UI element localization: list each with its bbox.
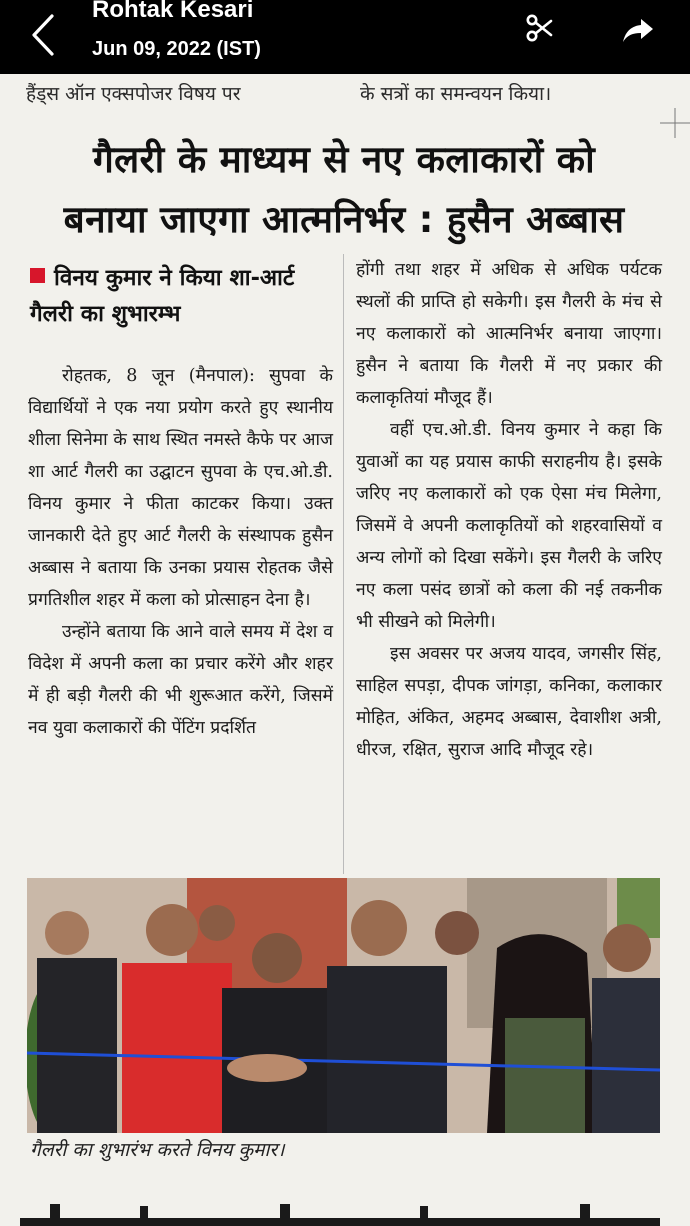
paragraph: रोहतक, 8 जून (मैनपाल): सुपवा के विद्यार्थियों ने एक नया प्रयोग करते हुए स्थानीय शीला सिनेमा के साथ स्थित नमस्ते कैफे पर आज शा आर्ट गैलरी का उद्घाटन सुपवा के एच.ओ.डी. विनय कुमार ने फीता काटकर किया। उक्त जानकारी देते हुए आर्ट गैलरी के संस्थापक हुसैन अब्बास ने बताया कि उनका प्रयास रोहतक जैसे प्रगतिशील शहर में कला को प्रोत्साहन देना है। xyxy=(28,366,333,610)
next-article-fragment xyxy=(0,1194,690,1226)
left-column xyxy=(28,360,333,744)
headline-line-2: बनाया जाएगा आत्मनिर्भर : हुसैन अब्बास xyxy=(63,198,625,241)
chevron-left-icon xyxy=(22,10,62,60)
newspaper-clipping xyxy=(0,74,690,1226)
paragraph: होंगी तथा शहर में अधिक से अधिक पर्यटक स्थलों की प्राप्ति हो सकेगी। इस गैलरी के मंच से नए कलाकारों को आत्मनिर्भर बनाया जाएगा। हुसैन ने बताया कि गैलरी में नए प्रकार की कलाकृतियां मौजूद हैं। xyxy=(356,260,662,408)
subheadline xyxy=(30,260,330,332)
paragraph: वहीं एच.ओ.डी. विनय कुमार ने कहा कि युवाओं का यह प्रयास काफी सराहनीय है। इसके जरिए नए कलाकारों को एक ऐसा मंच मिलेगा, जिसमें वे अपनी कलाकृतियों को शहरवासियों व अन्य लोगों को दिखा सकेंगे। इस गैलरी के जरिए नए कला पसंद छात्रों को कला की नई तकनीक भी सीखने को मिलेगी। xyxy=(356,420,662,632)
paragraph: उन्होंने बताया कि आने वाले समय में देश व विदेश में अपनी कला का प्रचार करेंगे और शहर में ही बड़ी गैलरी की भी शुरूआत करेंगे, जिसमें नव युवा कलाकारों की पेंटिंग प्रदर्शित xyxy=(28,622,333,738)
back-button[interactable] xyxy=(22,10,62,60)
previous-article-fragment-left: हैंड्स ऑन एक्सपोजर विषय पर xyxy=(26,83,241,105)
paragraph: इस अवसर पर अजय यादव, जगसीर सिंह, साहिल सपड़ा, दीपक जांगड़ा, कनिका, कलाकार मोहित, अंकित, अहमद अब्बास, देवाशीश अत्री, धीरज, रक्षित, सुराज आदि मौजूद रहे। xyxy=(356,644,662,760)
cropped-headline-ink xyxy=(20,1204,660,1226)
share-button[interactable] xyxy=(620,14,656,46)
photo-illustration xyxy=(27,878,660,1133)
headline-line-1: गैलरी के माध्यम से नए कलाकारों को xyxy=(93,138,595,181)
clip-button[interactable] xyxy=(524,12,556,44)
red-square-bullet-icon xyxy=(30,268,45,283)
app-header xyxy=(0,0,690,74)
right-column xyxy=(356,254,662,766)
column-divider xyxy=(343,254,344,874)
photo-caption: गैलरी का शुभारंभ करते विनय कुमार। xyxy=(30,1139,285,1161)
ribbon-cutting-photo xyxy=(27,878,660,1133)
publication-date: Jun 09, 2022 (IST) xyxy=(92,38,261,60)
subheadline-text: विनय कुमार ने किया शा-आर्ट गैलरी का शुभारम्भ xyxy=(30,265,295,327)
previous-article-fragment-right: के सत्रों का समन्वयन किया। xyxy=(360,83,552,105)
scissors-icon xyxy=(524,12,556,44)
publication-title: Rohtak Kesari xyxy=(92,0,254,23)
share-arrow-icon xyxy=(620,14,656,46)
